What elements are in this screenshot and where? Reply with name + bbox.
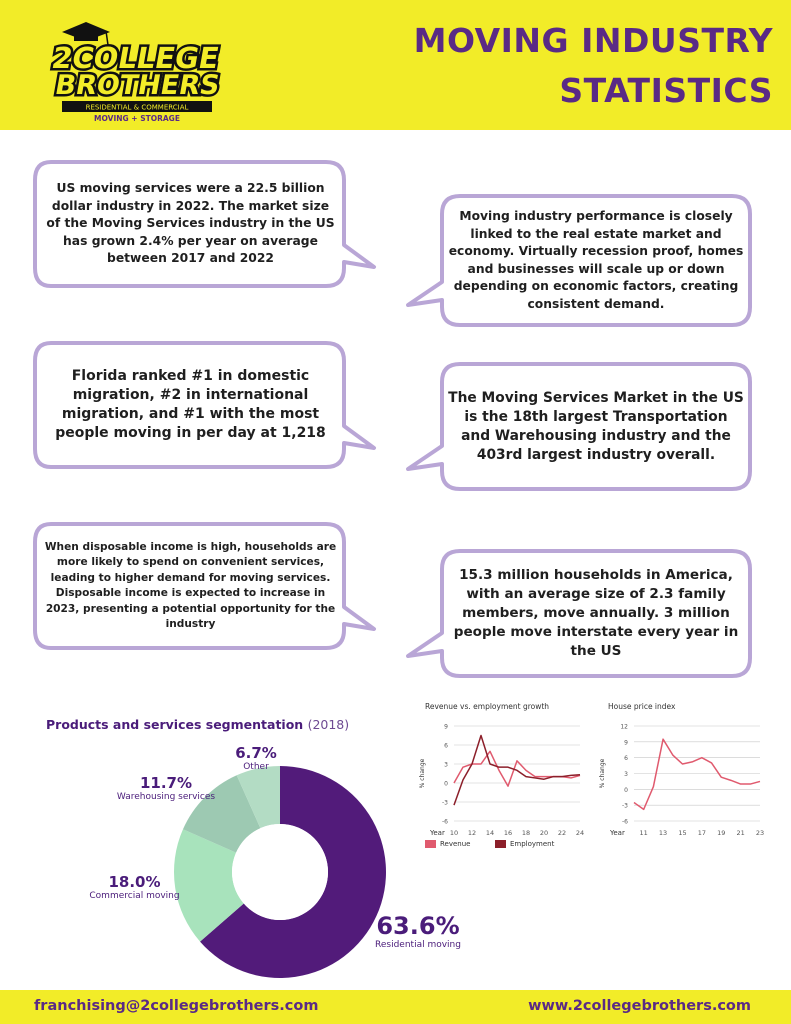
company-logo	[40, 14, 225, 124]
x-tick-label: 22	[557, 829, 567, 837]
revenue-employment-chart	[410, 716, 590, 840]
x-tick-label: 12	[467, 829, 477, 837]
revenue-chart-title: Revenue vs. employment growth	[425, 702, 550, 711]
segmentation-title-text: Products and services segmentation	[46, 717, 304, 732]
segmentation-title-year: (2018)	[307, 717, 350, 732]
x-tick-label: 14	[485, 829, 495, 837]
x-tick-label: 13	[658, 829, 668, 837]
logo-tagline: RESIDENTIAL & COMMERCIAL	[85, 103, 189, 112]
fact-text: Moving industry performance is closely linked to the real estate market and economy. Virtually recession proof, homes and businesses will scale up or down depending on economic factors, creating consistent demand.	[448, 209, 744, 311]
x-tick-label: 21	[736, 829, 745, 837]
title-line1: MOVING INDUSTRY	[413, 21, 773, 60]
x-tick-label: 16	[503, 829, 513, 837]
y-axis-label: % change	[599, 758, 606, 789]
x-tick-label: 19	[717, 829, 726, 837]
logo-line1: 2COLLEGE	[49, 41, 222, 75]
house-price-chart	[590, 716, 770, 840]
fact-bubble-4	[406, 362, 752, 491]
y-tick-label: 12	[620, 723, 628, 731]
fact-bubble-1	[33, 160, 378, 288]
x-tick-label: 17	[697, 829, 706, 837]
logo-subtag: MOVING + STORAGE	[94, 114, 180, 123]
y-tick-label: -3	[622, 802, 628, 810]
y-tick-label: 9	[444, 723, 448, 731]
label-residential	[368, 912, 468, 950]
fact-bubble-2	[406, 194, 752, 327]
fact-bubble-5	[33, 522, 378, 650]
series-line-house-price-index	[634, 739, 760, 809]
fact-bubble-6	[406, 549, 752, 678]
y-tick-label: 6	[444, 742, 448, 750]
other-name: Other	[243, 762, 269, 772]
x-tick-label: 18	[521, 829, 531, 837]
fact-text: 15.3 million households in America, with an average size of 2.3 family members, move annually. 3 million people move interstate every year in the US	[453, 567, 739, 659]
y-tick-label: -3	[442, 799, 448, 807]
footer-website[interactable]: www.2collegebrothers.com	[528, 998, 751, 1014]
label-commercial	[82, 873, 187, 901]
fact-text: Florida ranked #1 in domestic migration, #2 in international migration, and #1 with the most people moving in per day at 1,218	[55, 368, 326, 441]
warehousing-pct: 11.7%	[139, 774, 193, 792]
residential-name: Residential moving	[375, 940, 461, 950]
y-tick-label: 0	[444, 780, 448, 788]
y-tick-label: 3	[444, 761, 448, 769]
segmentation-chart-title	[46, 717, 349, 732]
y-tick-label: 6	[624, 755, 628, 763]
other-pct: 6.7%	[235, 744, 277, 762]
commercial-name: Commercial moving	[89, 891, 180, 901]
y-tick-label: -6	[442, 818, 448, 826]
house-price-chart-title: House price index	[608, 702, 676, 711]
revenue-legend-label: Revenue	[440, 840, 471, 848]
logo-line2: BROTHERS	[52, 70, 222, 101]
fact-text: The Moving Services Market in the US is the 18th largest Transportation and Warehousing industry and the 403rd largest industry overall.	[448, 389, 744, 463]
residential-pct: 63.6%	[376, 912, 460, 940]
employment-legend-label: Employment	[510, 840, 555, 848]
footer-email[interactable]: franchising@2collegebrothers.com	[34, 998, 319, 1014]
y-tick-label: 0	[624, 786, 628, 794]
y-tick-label: 3	[624, 771, 628, 778]
title-line2: STATISTICS	[559, 71, 773, 110]
label-warehousing	[106, 774, 226, 802]
page-title	[353, 16, 773, 116]
y-axis-label: % change	[419, 758, 426, 789]
x-tick-label: 23	[755, 829, 765, 837]
fact-text: US moving services were a 22.5 billion dollar industry in 2022. The market size of the Moving Services industry in the US has grown 2.4% per year on average between 2017 and 2022	[46, 181, 335, 266]
y-tick-label: -6	[622, 818, 628, 826]
fact-bubble-3	[33, 341, 378, 469]
series-line-employment	[454, 736, 580, 806]
revenue-swatch	[425, 840, 436, 848]
y-tick-label: 9	[624, 739, 628, 747]
employment-legend	[495, 840, 554, 848]
warehousing-name: Warehousing services	[116, 792, 216, 802]
x-tick-label: 20	[539, 829, 549, 837]
x-tick-label: 10	[449, 829, 459, 837]
x-tick-label: 11	[639, 829, 648, 837]
x-axis-label: Year	[430, 829, 445, 837]
x-tick-label: 24	[575, 829, 585, 837]
commercial-pct: 18.0%	[108, 873, 161, 891]
x-axis-label: Year	[610, 829, 625, 837]
employment-swatch	[495, 840, 506, 848]
label-other	[226, 744, 286, 772]
revenue-legend	[425, 840, 471, 848]
x-tick-label: 15	[678, 829, 687, 837]
series-line-revenue	[454, 751, 580, 786]
fact-text: When disposable income is high, households are more likely to spend on convenient services, leading to higher demand for moving services. Disposable income is expected to increase in 2023, presenting a potential opportunity for the industry	[44, 540, 337, 630]
